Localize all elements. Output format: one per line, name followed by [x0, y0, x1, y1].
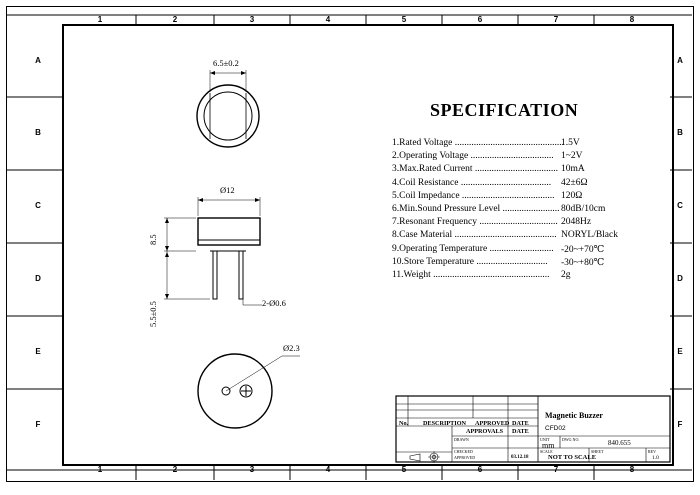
tb-approvals: APPROVALS: [466, 428, 504, 435]
col-label-1-top: 1: [97, 15, 103, 24]
row-label-e-left: E: [35, 347, 41, 356]
row-label-a-left: A: [35, 56, 41, 65]
spec-value-2: 1~2V: [561, 151, 583, 161]
spec-label-4: 4.Coil Resistance ......................................: [392, 178, 552, 188]
spec-label-5: 5.Coil Impedance .......................................: [392, 191, 555, 201]
tb-product-name: Magnetic Buzzer: [545, 411, 603, 420]
spec-label-3: 3.Max.Rated Current ...................................: [392, 164, 558, 174]
row-label-f-left: F: [35, 420, 41, 429]
row-label-b-left: B: [35, 128, 41, 137]
tb-no-header: No.: [399, 420, 409, 427]
col-label-4-bottom: 4: [325, 465, 331, 474]
spec-label-10: 10.Store Temperature ..............................: [392, 257, 548, 267]
tb-unit-label: UNIT: [540, 437, 550, 442]
col-label-8-top: 8: [629, 15, 635, 24]
tb-dwg-no-label: DWG NO.: [562, 437, 580, 442]
tb-sheet-label: SHEET: [591, 449, 604, 454]
tb-rev: 1.0: [652, 455, 659, 461]
tb-scale-label: SCALE: [540, 449, 553, 454]
spec-label-9: 9.Operating Temperature ...........................: [392, 244, 554, 254]
row-label-c-left: C: [35, 201, 41, 210]
tb-date2: DATE: [512, 428, 529, 435]
tb-date-value: 03.12.18: [511, 455, 529, 460]
tb-description-header: DESCRIPTION: [423, 420, 466, 427]
dim-height: 8.5: [148, 234, 158, 245]
tb-checked: CHECKED: [454, 449, 473, 454]
col-label-3-top: 3: [249, 15, 255, 24]
tb-approved-header: APPROVED: [475, 420, 510, 427]
title-block: [396, 396, 670, 463]
row-label-d-left: D: [35, 274, 41, 283]
top-view-inner-circle: [204, 92, 252, 140]
spec-label-6: 6.Min.Sound Pressure Level ........................: [392, 204, 560, 214]
col-label-3-bottom: 3: [249, 465, 255, 474]
tb-scale: NOT TO SCALE: [548, 454, 597, 461]
spec-value-4: 42±6Ω: [561, 178, 588, 188]
dim-top-width: 6.5±0.2: [213, 58, 239, 68]
spec-value-8: NORYL/Black: [561, 230, 618, 240]
col-label-2-top: 2: [172, 15, 178, 24]
spec-value-6: 80dB/10cm: [561, 204, 606, 214]
spec-value-3: 10mA: [561, 164, 585, 174]
row-label-a-right: A: [677, 56, 683, 65]
tb-rev-label: REV: [648, 449, 656, 454]
tb-model: CFD02: [545, 425, 566, 432]
row-label-b-right: B: [677, 128, 683, 137]
spec-value-11: 2g: [561, 270, 571, 280]
spec-value-7: 2048Hz: [561, 217, 592, 227]
spec-label-7: 7.Resonant Frequency .................................: [392, 217, 558, 227]
bottom-view-circle: [198, 354, 272, 428]
col-label-4-top: 4: [325, 15, 331, 24]
row-label-f-right: F: [677, 420, 683, 429]
spec-label-8: 8.Case Material ...........................................: [392, 230, 557, 240]
col-label-6-bottom: 6: [477, 465, 483, 474]
tb-date-header: DATE: [512, 420, 529, 427]
col-label-5-bottom: 5: [401, 465, 407, 474]
col-label-6-top: 6: [477, 15, 483, 24]
row-label-c-right: C: [677, 201, 683, 210]
spec-title: SPECIFICATION: [430, 100, 579, 120]
dim-body-diameter: Ø12: [220, 185, 235, 195]
col-label-8-bottom: 8: [629, 465, 635, 474]
row-label-e-right: E: [677, 347, 683, 356]
spec-value-1: 1.5V: [561, 138, 580, 148]
col-label-5-top: 5: [401, 15, 407, 24]
dim-hole-diameter: Ø2.3: [283, 343, 300, 353]
side-view-body: [198, 218, 260, 245]
dim-pin-length: 5.5±0.5: [148, 301, 158, 327]
top-view-outer-circle: [197, 85, 259, 147]
spec-label-2: 2.Operating Voltage ...................................: [392, 151, 554, 161]
dim-pin-diameter: 2-Ø0.6: [262, 298, 286, 308]
spec-label-1: 1.Rated Voltage ..............................................: [392, 138, 564, 148]
tb-dwg-no: 840.655: [608, 439, 631, 447]
spec-value-9: -20~+70℃: [561, 245, 605, 255]
col-label-7-bottom: 7: [553, 465, 559, 474]
spec-label-11: 11.Weight .................................................: [392, 270, 550, 280]
col-label-7-top: 7: [553, 15, 559, 24]
tb-drawn: DRAWN: [454, 437, 469, 442]
col-label-2-bottom: 2: [172, 465, 178, 474]
row-label-d-right: D: [677, 274, 683, 283]
spec-value-10: -30~+80℃: [561, 258, 605, 268]
tb-approved-label: APPROVED: [454, 455, 476, 460]
col-label-1-bottom: 1: [97, 465, 103, 474]
tb-unit: mm: [542, 441, 555, 450]
spec-value-5: 120Ω: [561, 191, 583, 201]
